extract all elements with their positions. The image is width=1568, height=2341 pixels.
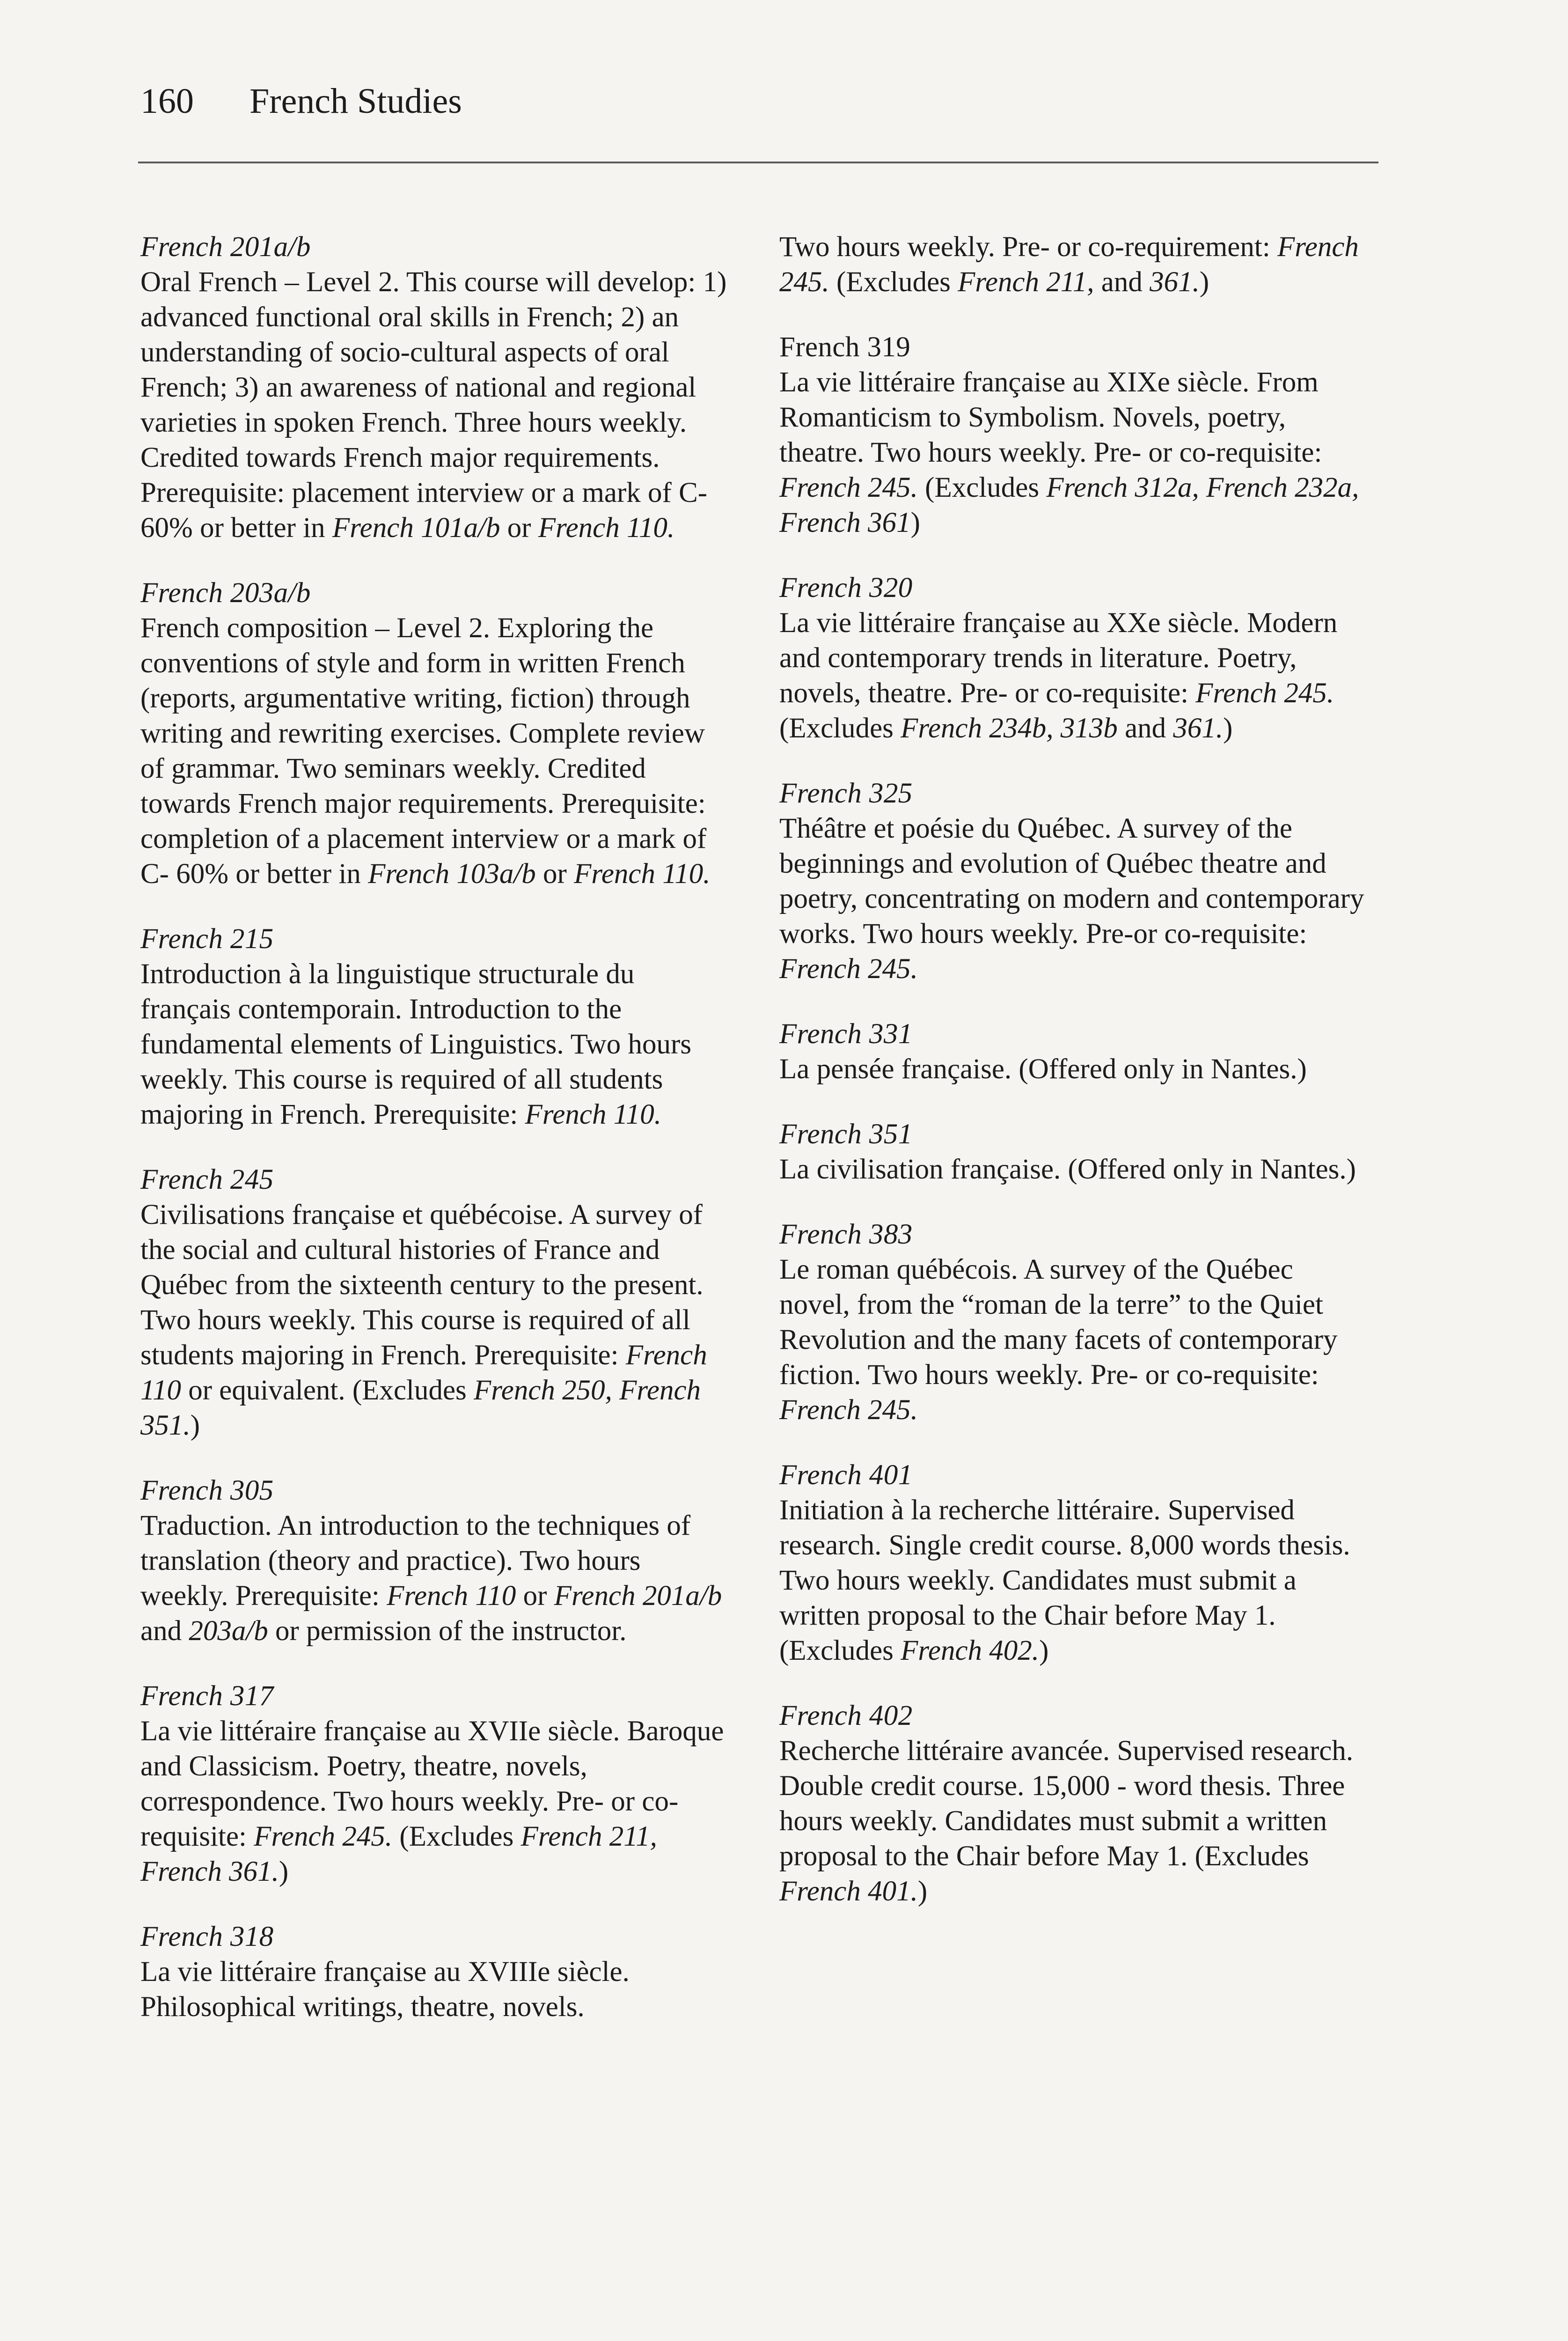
description-text: or permission of the instructor.	[268, 1615, 627, 1647]
course-reference: French 245.	[779, 1394, 918, 1426]
course-reference: French 245.	[779, 953, 918, 985]
course-code: French 402	[779, 1700, 913, 1731]
course-reference: French 245.	[779, 231, 1359, 298]
course-code: French 203a/b	[140, 577, 311, 609]
course-reference: French 110.	[525, 1099, 661, 1130]
course-entry	[140, 921, 730, 1132]
course-entry	[140, 575, 730, 891]
course-entry	[140, 1678, 730, 1889]
course-description	[779, 229, 1369, 300]
course-code: French 331	[779, 1018, 913, 1050]
course-reference: French 110.	[538, 512, 675, 544]
course-reference: French 312a, French 232a, French 361	[779, 472, 1359, 538]
course-entry	[779, 570, 1369, 746]
description-text: and	[1117, 713, 1173, 744]
course-code: French 401	[779, 1459, 913, 1491]
description-text: La vie littéraire française au XVIIIe siècle. Philosophical writings, theatre, novels.	[140, 1956, 630, 2023]
course-reference: 203a/b	[189, 1615, 268, 1647]
header-rule	[138, 162, 1378, 163]
course-code: French 201a/b	[140, 231, 311, 263]
course-code: French 318	[140, 1921, 274, 1952]
description-text: )	[1039, 1635, 1049, 1666]
description-text: (Excludes	[392, 1821, 521, 1852]
course-reference: French 110	[387, 1580, 516, 1612]
course-description	[779, 1733, 1369, 1909]
description-text: La civilisation française. (Offered only in Nantes.)	[779, 1154, 1356, 1185]
description-text: )	[910, 507, 920, 538]
description-text: )	[1223, 713, 1233, 744]
course-description	[140, 265, 730, 545]
course-entry	[779, 1016, 1369, 1087]
description-text: Introduction à la linguistique structurale du français contemporain. Introduction to the fundamental elements of Linguistics. Two hours weekly. This course is required of all students majoring in French. Prerequisite:	[140, 958, 692, 1130]
course-entry	[779, 1698, 1369, 1909]
course-description	[779, 811, 1369, 986]
course-entry	[140, 1162, 730, 1443]
running-header	[140, 83, 462, 119]
course-entry	[779, 1458, 1369, 1668]
course-entry	[779, 229, 1369, 300]
course-reference: French 101a/b	[332, 512, 500, 544]
course-code: French 215	[140, 923, 274, 955]
description-text: )	[1199, 266, 1209, 298]
course-reference: French 245.	[779, 472, 918, 503]
description-text: )	[278, 1856, 289, 1887]
description-text: and	[140, 1615, 189, 1647]
course-code: French 320	[779, 572, 913, 604]
course-entry	[140, 1919, 730, 2024]
course-entry	[779, 1217, 1369, 1428]
course-description	[779, 605, 1369, 746]
description-text: La vie littéraire française au XXe siècle. Modern and contemporary trends in literature. Poetry, novels, theatre. Pre- or co-requisite:	[779, 607, 1338, 709]
description-text: and	[1094, 266, 1150, 298]
course-description	[140, 1954, 730, 2024]
description-text: Théâtre et poésie du Québec. A survey of the beginnings and evolution of Québec theatre and poetry, concentrating on modern and contemporary works. Two hours weekly. Pre-or co-requisite:	[779, 813, 1364, 950]
description-text: )	[917, 1876, 928, 1907]
description-text: French composition – Level 2. Exploring the conventions of style and form in written French (reports, argumentative writing, fiction) through writing and rewriting exercises. Complete review of grammar. Two seminars weekly. Credited towards French major requirements. Prerequisite: completion of a placement interview or a mark of C- 60% or better in	[140, 612, 707, 890]
course-reference: 361.	[1173, 713, 1224, 744]
course-reference: French 110	[140, 1340, 707, 1406]
description-text: (Excludes	[779, 713, 901, 744]
course-code: French 319	[779, 331, 911, 363]
course-reference: French 103a/b	[368, 858, 536, 890]
course-entry	[779, 776, 1369, 986]
course-description	[779, 1152, 1369, 1187]
course-code: French 351	[779, 1119, 913, 1150]
course-reference: French 234b, 313b	[901, 713, 1118, 744]
course-description	[779, 1052, 1369, 1087]
course-reference: French 402.	[901, 1635, 1040, 1666]
description-text: Initiation à la recherche littéraire. Supervised research. Single credit course. 8,000 words thesis. Two hours weekly. Candidates must submit a written proposal to the Chair before May 1. (Excludes	[779, 1494, 1350, 1666]
course-reference: French 401.	[779, 1876, 918, 1907]
description-text: (Excludes	[829, 266, 958, 298]
description-text: or equivalent. (Excludes	[181, 1375, 474, 1406]
course-description	[779, 1493, 1369, 1668]
course-description	[140, 1197, 730, 1443]
description-text: Two hours weekly. Pre- or co-requirement:	[779, 231, 1278, 263]
course-reference: French 250, French 351.	[140, 1375, 701, 1441]
description-text: )	[190, 1410, 200, 1441]
course-description	[140, 1508, 730, 1649]
description-text: (Excludes	[917, 472, 1047, 503]
left-column	[140, 229, 730, 2054]
course-description	[140, 1714, 730, 1889]
course-entry	[779, 1117, 1369, 1187]
description-text: Civilisations française et québécoise. A survey of the social and cultural histories of France and Québec from the sixteenth century to the present. Two hours weekly. This course is required of all students majoring in French. Prerequisite:	[140, 1199, 703, 1371]
course-reference: French 201a/b	[554, 1580, 722, 1612]
description-text: or	[500, 512, 538, 544]
course-entry	[779, 330, 1369, 540]
course-description	[779, 365, 1369, 540]
right-column	[779, 229, 1369, 1939]
course-code: French 383	[779, 1219, 913, 1250]
description-text: La pensée française. (Offered only in Nantes.)	[779, 1053, 1307, 1085]
course-reference: French 245.	[1195, 677, 1334, 709]
section-title: French Studies	[249, 81, 462, 121]
course-code: French 325	[779, 778, 913, 809]
course-description	[140, 611, 730, 891]
course-reference: French 245.	[254, 1821, 393, 1852]
description-text: La vie littéraire française au XIXe siècle. From Romanticism to Symbolism. Novels, poetry, theatre. Two hours weekly. Pre- or co-requisite:	[779, 367, 1322, 468]
course-code: French 305	[140, 1475, 274, 1506]
description-text: Le roman québécois. A survey of the Québec novel, from the “roman de la terre” to the Quiet Revolution and the many facets of contemporary fiction. Two hours weekly. Pre- or co-requisite:	[779, 1254, 1338, 1391]
course-reference: 361.	[1150, 266, 1200, 298]
description-text: Recherche littéraire avancée. Supervised research. Double credit course. 15,000 - word thesis. Three hours weekly. Candidates must submit a written proposal to the Chair before May 1. (Excludes	[779, 1735, 1354, 1872]
course-description	[140, 957, 730, 1132]
description-text: or	[516, 1580, 554, 1612]
description-text: Oral French – Level 2. This course will develop: 1) advanced functional oral skills in French; 2) an understanding of socio-cultural aspects of oral French; 3) an awareness of national and regional varieties in spoken French. Three hours weekly. Credited towards French major requirements. Prerequisite: placement interview or a mark of C- 60% or better in	[140, 266, 727, 544]
description-text: Traduction. An introduction to the techniques of translation (theory and practice). Two hours weekly. Prerequisite:	[140, 1510, 691, 1612]
course-description	[779, 1252, 1369, 1428]
course-entry	[140, 229, 730, 545]
course-reference: French 110.	[574, 858, 711, 890]
course-code: French 317	[140, 1680, 274, 1712]
page-number: 160	[140, 81, 194, 121]
description-text: or	[535, 858, 574, 890]
description-text: La vie littéraire française au XVIIe siècle. Baroque and Classicism. Poetry, theatre, novels, correspondence. Two hours weekly. Pre- or co-requisite:	[140, 1715, 724, 1852]
course-entry	[140, 1473, 730, 1649]
course-code: French 245	[140, 1164, 274, 1195]
course-reference: French 211,	[958, 266, 1094, 298]
course-reference: French 211, French 361.	[140, 1821, 657, 1887]
